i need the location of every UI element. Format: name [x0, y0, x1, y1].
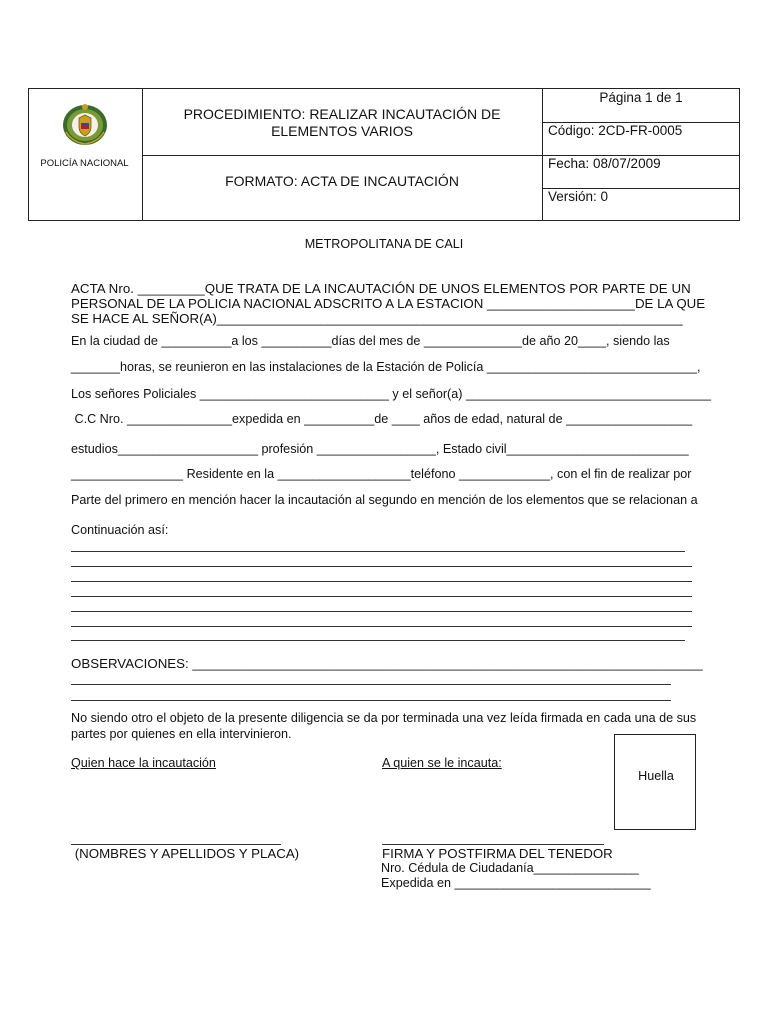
metropolitana-title: METROPOLITANA DE CALI	[304, 237, 464, 251]
body-line-3: Los señores Policiales ___________________________ y el señor(a) ___________________________________	[71, 387, 712, 401]
left-signature-heading: Quien hace la incautación	[71, 756, 216, 770]
observaciones-label: OBSERVACIONES: _____________________________________________________________________	[71, 656, 703, 671]
blank-line	[71, 581, 692, 582]
procedimiento-line1: PROCEDIMIENTO: REALIZAR INCAUTACIÓN DE	[183, 106, 501, 122]
codigo: Código: 2CD-FR-0005	[548, 123, 683, 138]
pagina: Página 1 de 1	[599, 90, 683, 105]
left-signature-label: (NOMBRES Y APELLIDOS Y PLACA)	[71, 846, 300, 861]
left-signature-line	[71, 844, 281, 845]
body-line-4: C.C Nro. _______________expedida en __________de ____ años de edad, natural de __________________	[71, 412, 693, 426]
closing-line-2: partes por quienes en ella intervinieron.	[71, 727, 292, 741]
procedimiento-title	[142, 106, 542, 140]
cedula-label: Nro. Cédula de Ciudadanía_______________	[381, 861, 639, 875]
huella-label: Huella	[638, 769, 674, 783]
version: Versión: 0	[548, 189, 609, 204]
blank-line	[71, 551, 685, 552]
body-line-6: ________________ Residente en la ___________________teléfono _____________, con el fin de realizar por	[71, 467, 692, 481]
body-line-7: Parte del primero en mención hacer la incautación al segundo en mención de los elementos que se relacionan a	[71, 493, 698, 507]
fecha: Fecha: 08/07/2009	[548, 156, 661, 171]
blank-line	[71, 626, 692, 627]
right-signature-heading: A quien se le incauta:	[382, 756, 502, 770]
blank-line	[71, 611, 692, 612]
right-signature-label: FIRMA Y POSTFIRMA DEL TENEDOR	[382, 846, 613, 861]
body-line-1: En la ciudad de __________a los __________días del mes de ______________de año 20____, siendo las	[71, 334, 670, 348]
blank-line	[71, 596, 692, 597]
acta-line-1: ACTA Nro. _________QUE TRATA DE LA INCAUTACIÓN DE UNOS ELEMENTOS POR PARTE DE UN	[71, 281, 691, 296]
org-name: POLICÍA NACIONAL	[40, 158, 129, 169]
policia-emblem-icon	[60, 102, 110, 148]
blank-line	[71, 684, 671, 685]
blank-line	[71, 566, 692, 567]
body-line-8: Continuación así:	[71, 523, 169, 537]
blank-line	[71, 700, 671, 701]
acta-line-2: PERSONAL DE LA POLICIA NACIONAL ADSCRITO A LA ESTACION ____________________DE LA QUE	[71, 296, 706, 311]
body-line-5: estudios____________________ profesión _________________, Estado civil__________________________	[71, 442, 689, 456]
closing-line-1: No siendo otro el objeto de la presente diligencia se da por terminada una vez leída firmada en cada una de sus	[71, 711, 697, 725]
acta-line-3: SE HACE AL SEÑOR(A)_______________________________________________________________	[71, 311, 683, 326]
right-signature-line	[382, 844, 604, 845]
blank-line	[71, 640, 685, 641]
body-line-2: _______horas, se reunieron en las instalaciones de la Estación de Policía ______________________________,	[71, 360, 701, 374]
formato-title: FORMATO: ACTA DE INCAUTACIÓN	[225, 173, 459, 189]
expedida-label: Expedida en ____________________________	[381, 876, 651, 890]
procedimiento-line2: ELEMENTOS VARIOS	[271, 123, 413, 139]
